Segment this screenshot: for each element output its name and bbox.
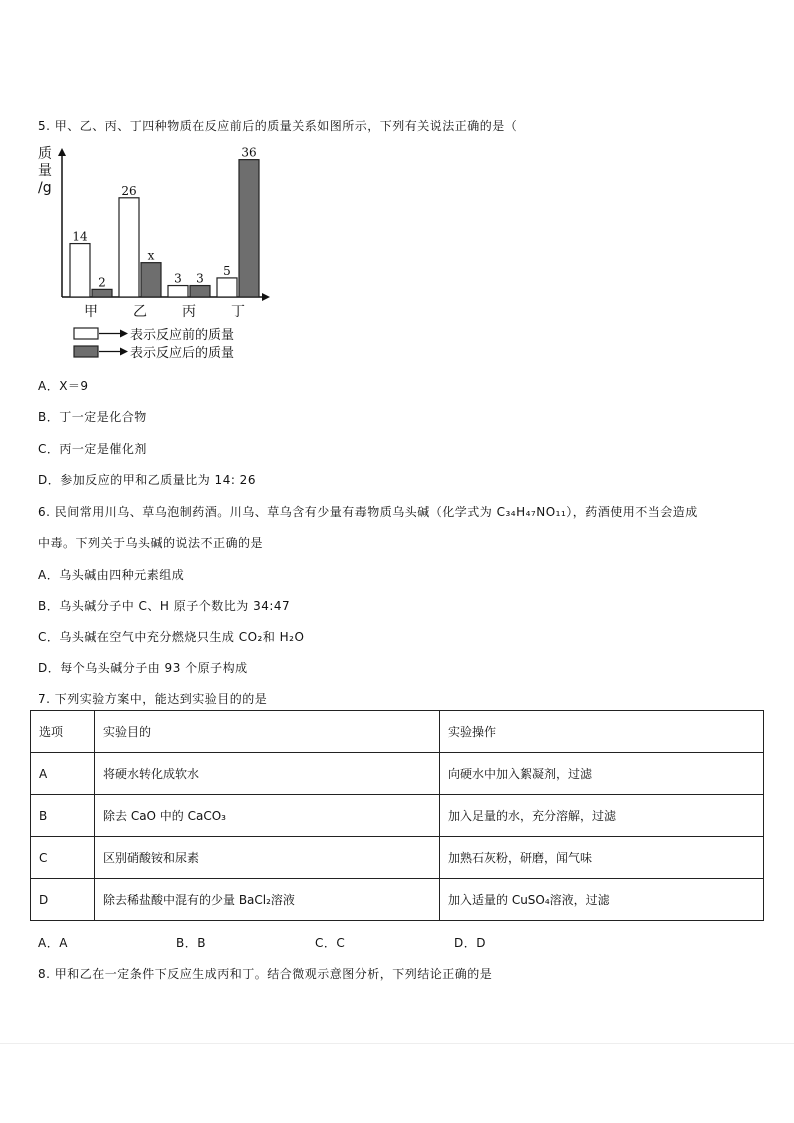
q7-answer-b: B．B [176,936,206,950]
legend-swatch [74,328,98,339]
row-operation: 向硬水中加入絮凝剂，过滤 [440,753,764,795]
legend-label: 表示反应后的质量 [130,346,235,361]
x-tick-label: 丙 [182,304,196,320]
table-row [31,753,764,795]
row-option: D [31,879,95,921]
q5-option-b: B．丁一定是化合物 [38,410,147,424]
bar-value-label: 14 [72,229,88,244]
q5-option-a: A．X＝9 [38,379,89,393]
x-tick-label: 甲 [84,304,98,320]
q8-stem: 8. 甲和乙在一定条件下反应生成丙和丁。结合微观示意图分析，下列结论正确的是 [38,967,493,981]
legend-arrow-head [120,330,128,338]
bar-after [190,286,210,297]
bar-value-label: x [147,248,155,263]
row-purpose: 除去 CaO 中的 CaCO₃ [95,795,440,837]
x-tick-label: 丁 [231,304,245,320]
q6-stem-line2: 中毒。下列关于乌头碱的说法不正确的是 [38,536,264,550]
table-header-row [31,711,764,753]
row-option: A [31,753,95,795]
legend-label: 表示反应前的质量 [130,328,235,343]
q6-option-a: A．乌头碱由四种元素组成 [38,568,185,582]
q6-option-b: B．乌头碱分子中 C、H 原子个数比为 34:47 [38,599,291,613]
q7-experiment-table [30,710,764,921]
row-purpose: 除去稀盐酸中混有的少量 BaCl₂溶液 [95,879,440,921]
bar-before [168,286,188,297]
row-operation: 加入足量的水，充分溶解，过滤 [440,795,764,837]
bar-before [119,198,139,297]
y-axis-arrow [58,148,66,156]
chart-legend [74,327,234,361]
bar-before [70,244,90,297]
bar-after [141,263,161,297]
row-operation: 加入适量的 CuSO₄溶液，过滤 [440,879,764,921]
bar-after [92,289,112,297]
bar-after [239,160,259,297]
q5-option-c: C．丙一定是催化剂 [38,442,147,456]
x-axis-arrow [262,293,270,301]
y-axis-label: /g [38,180,52,196]
table-row [31,879,764,921]
table-row [31,837,764,879]
header-purpose: 实验目的 [95,711,440,753]
bar-value-label: 3 [174,271,182,286]
row-operation: 加熟石灰粉，研磨，闻气味 [440,837,764,879]
q5-stem: 5. 甲、乙、丙、丁四种物质在反应前后的质量关系如图所示，下列有关说法正确的是（ [38,119,518,133]
table-row [31,795,764,837]
mass-bar-chart [30,138,290,370]
q5-option-d: D．参加反应的甲和乙质量比为 14: 26 [38,473,256,487]
legend-arrow-head [120,348,128,356]
q7-answer-a: A．A [38,936,68,950]
legend-swatch [74,346,98,357]
page-divider [0,1043,794,1044]
bar-value-label: 2 [98,275,106,290]
bar-value-label: 26 [121,183,137,198]
y-axis-label: 质 [38,146,52,162]
q7-stem: 7. 下列实验方案中，能达到实验目的的是 [38,692,268,706]
bar-before [217,278,237,297]
bar-value-label: 5 [223,263,231,278]
header-option: 选项 [31,711,95,753]
q7-answer-c: C．C [315,936,346,950]
bar-value-label: 36 [241,145,257,160]
x-tick-label: 乙 [133,304,147,320]
row-option: C [31,837,95,879]
header-operation: 实验操作 [440,711,764,753]
row-purpose: 将硬水转化成软水 [95,753,440,795]
q7-answer-d: D．D [454,936,486,950]
q7-answer-options [38,934,486,951]
q6-stem-line1: 6. 民间常用川乌、草乌泡制药酒。川乌、草乌含有少量有毒物质乌头碱（化学式为 C₃₄H₄₇NO₁₁），药酒使用不当会造成 [38,505,698,519]
row-purpose: 区别硝酸铵和尿素 [95,837,440,879]
bar-value-label: 3 [196,271,204,286]
q6-option-c: C．乌头碱在空气中充分燃烧只生成 CO₂和 H₂O [38,630,305,644]
y-axis-label: 量 [38,163,52,179]
q6-option-d: D．每个乌头碱分子由 93 个原子构成 [38,661,248,675]
row-option: B [31,795,95,837]
